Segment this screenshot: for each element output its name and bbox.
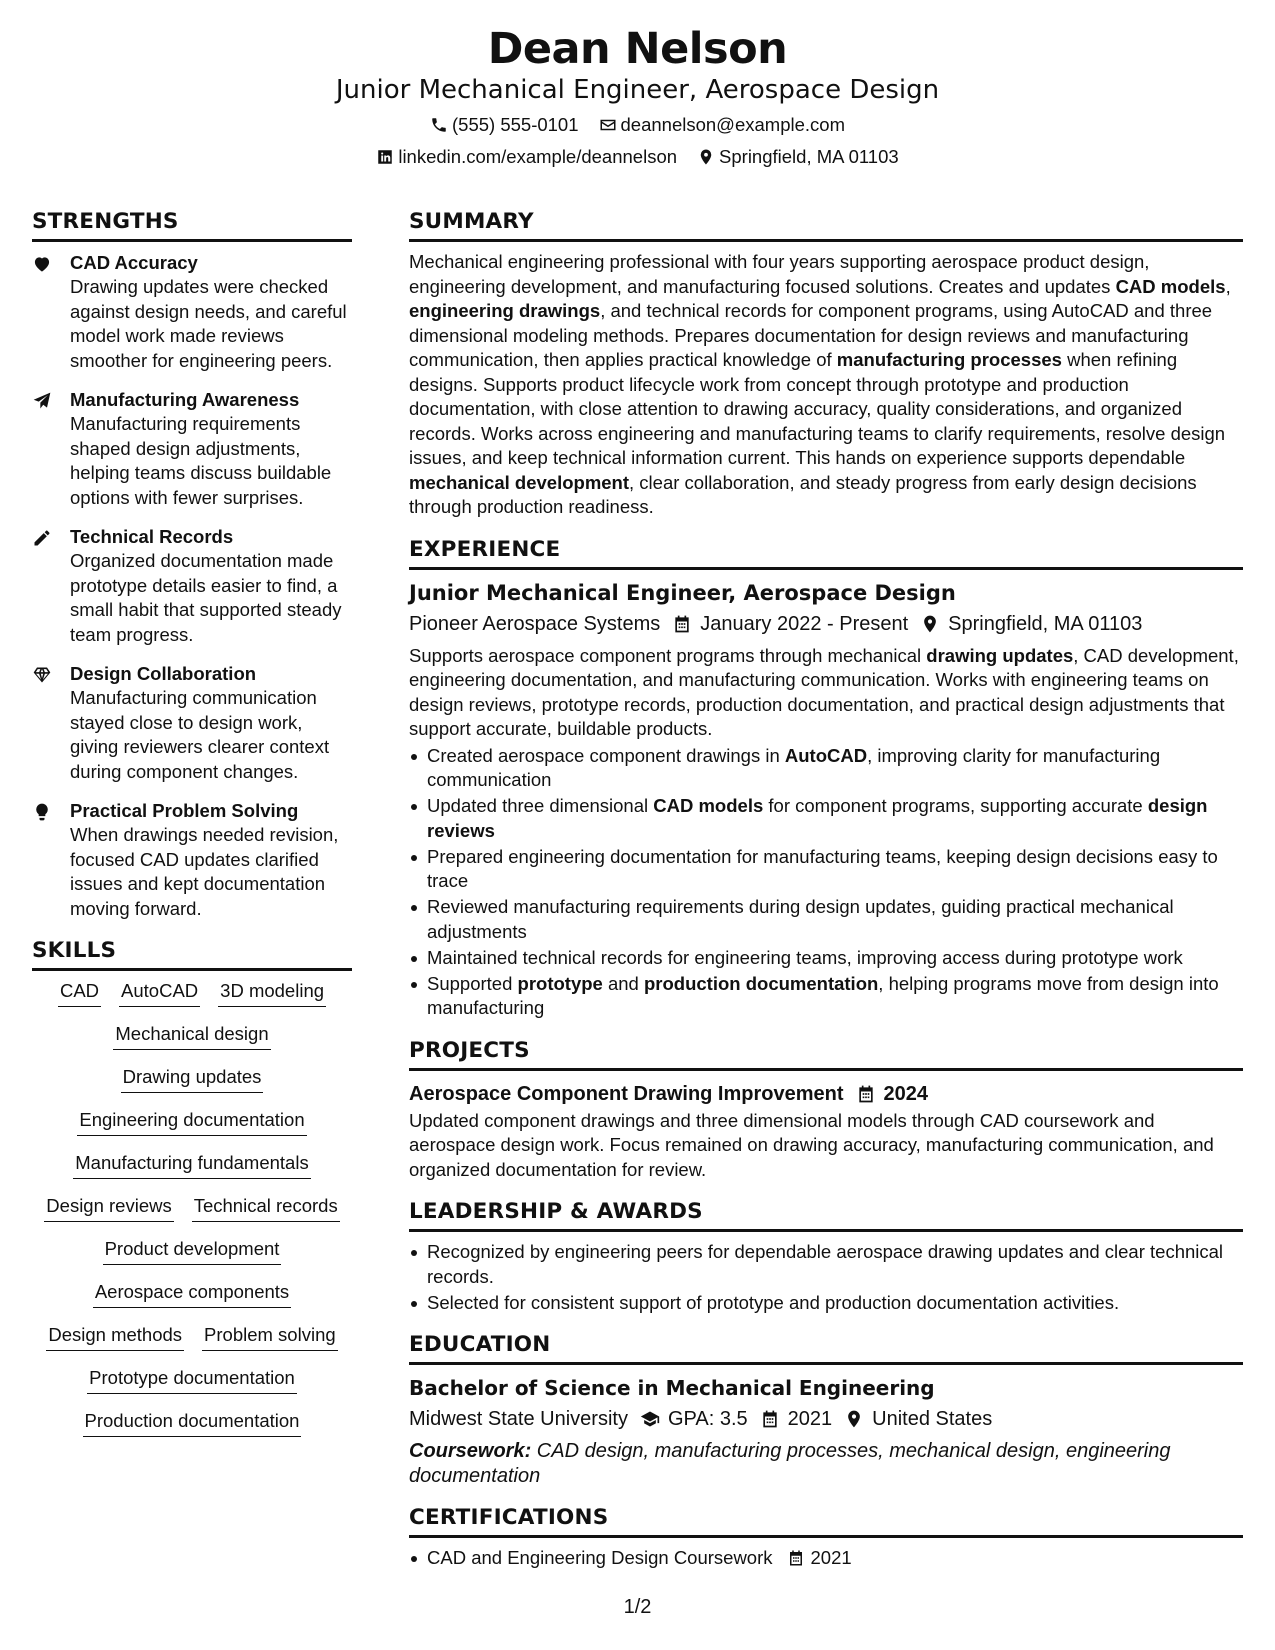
leadership-bullets bbox=[409, 1240, 1243, 1315]
project-year-text: 2024 bbox=[883, 1082, 929, 1105]
text-run: , clear collaboration, and steady progress from early design decisions through production readiness. bbox=[409, 471, 1197, 517]
strength-item bbox=[32, 524, 352, 647]
skill-tag: 3D modeling bbox=[218, 979, 326, 1007]
coursework-text: CAD design, manufacturing processes, mechanical design, engineering documentation bbox=[409, 1440, 1171, 1487]
text-run: , and technical records for component programs, using AutoCAD and three dimensional modeling methods. Prepares documentation for design reviews and manufacturing communication, then applies practical knowledge of bbox=[409, 300, 1213, 370]
job-bullet bbox=[409, 744, 1243, 793]
text-run: Supports aerospace component programs through mechanical bbox=[409, 644, 927, 666]
skill-tag: Mechanical design bbox=[113, 1022, 270, 1050]
school-name: Midwest State University bbox=[409, 1408, 628, 1430]
strength-body bbox=[70, 524, 352, 647]
calendar-icon bbox=[787, 1549, 805, 1567]
strength-description: Organized documentation made prototype details easier to find, a small habit that supported steady team progress. bbox=[70, 550, 342, 645]
heart-icon bbox=[32, 254, 52, 274]
certification-row bbox=[427, 1546, 1243, 1571]
diamond-icon bbox=[32, 665, 52, 685]
text-run: and bbox=[602, 972, 644, 994]
company-name: Pioneer Aerospace Systems bbox=[409, 612, 661, 635]
job-location bbox=[920, 608, 1142, 640]
job-dates bbox=[672, 608, 908, 640]
education-entry bbox=[409, 1373, 1243, 1488]
education-heading: EDUCATION bbox=[409, 1329, 1243, 1365]
text-run: , CAD development, engineering documentation, and manufacturing communication. Works with engineering teams on design reviews, prototype records, production documentation, and practical design adjustments that support accurate, buildable products. bbox=[409, 644, 1239, 739]
job-description bbox=[409, 644, 1243, 742]
strength-title: Practical Problem Solving bbox=[70, 800, 299, 821]
bold-text: manufacturing processes bbox=[836, 349, 1062, 370]
bold-text: prototype bbox=[517, 972, 603, 994]
bold-text: AutoCAD bbox=[784, 744, 868, 766]
project-year bbox=[856, 1079, 929, 1109]
skill-row bbox=[32, 1022, 352, 1050]
job-bullet bbox=[409, 946, 1243, 971]
skill-tag: CAD bbox=[58, 979, 101, 1007]
map-pin-icon bbox=[920, 614, 940, 634]
skill-tag: AutoCAD bbox=[119, 979, 200, 1007]
certification-item bbox=[409, 1546, 1243, 1571]
skill-tag: Production documentation bbox=[83, 1409, 302, 1437]
contact-linkedin[interactable] bbox=[376, 142, 677, 172]
strength-icon-wrap bbox=[32, 387, 70, 510]
projects-heading: PROJECTS bbox=[409, 1035, 1243, 1071]
job-bullet bbox=[409, 895, 1243, 944]
experience-entry bbox=[409, 578, 1243, 1021]
strength-item bbox=[32, 798, 352, 921]
text-run: Updated three dimensional bbox=[427, 795, 654, 816]
bold-text: CAD models bbox=[1115, 275, 1226, 297]
left-column bbox=[32, 206, 352, 1452]
bold-text: CAD models bbox=[653, 795, 764, 816]
strength-item bbox=[32, 250, 352, 373]
leadership-heading: LEADERSHIP & AWARDS bbox=[409, 1196, 1243, 1232]
phone-text: (555) 555-0101 bbox=[452, 114, 579, 135]
lightbulb-icon bbox=[32, 802, 52, 822]
bold-text: production documentation bbox=[643, 972, 879, 994]
map-pin-icon bbox=[697, 148, 715, 166]
strength-body bbox=[70, 250, 352, 373]
strength-icon-wrap bbox=[32, 661, 70, 784]
pencil-icon bbox=[32, 528, 52, 548]
job-bullet bbox=[409, 845, 1243, 894]
strength-description: Drawing updates were checked against design needs, and careful model work made reviews smoother for engineering peers. bbox=[70, 276, 347, 371]
skill-row bbox=[32, 1237, 352, 1265]
education-year bbox=[760, 1403, 833, 1435]
contact-phone bbox=[430, 110, 579, 140]
strength-item bbox=[32, 661, 352, 784]
certification-year: 2021 bbox=[810, 1547, 852, 1568]
email-text[interactable]: deannelson@example.com bbox=[620, 114, 845, 135]
text-run: , bbox=[1225, 275, 1231, 297]
paper-plane-icon bbox=[32, 391, 52, 411]
text-run: Maintained technical records for engineering teams, improving access during prototype work bbox=[427, 946, 1183, 968]
strength-item bbox=[32, 387, 352, 510]
skill-tag: Technical records bbox=[192, 1194, 340, 1222]
bold-text: mechanical development bbox=[409, 471, 630, 493]
right-column bbox=[409, 206, 1243, 1572]
skill-tag: Aerospace components bbox=[93, 1280, 291, 1308]
skill-row bbox=[32, 1323, 352, 1351]
strength-title: Technical Records bbox=[70, 526, 234, 547]
contact-row-1 bbox=[0, 110, 1275, 140]
leadership-bullet: Selected for consistent support of prototype and production documentation activities. bbox=[409, 1291, 1243, 1316]
coursework bbox=[409, 1439, 1243, 1488]
skills-heading: SKILLS bbox=[32, 935, 352, 971]
strength-title: Design Collaboration bbox=[70, 663, 257, 684]
skill-row bbox=[32, 1065, 352, 1093]
text-run: for component programs, supporting accurate bbox=[763, 795, 1148, 816]
skill-tag: Design reviews bbox=[44, 1194, 173, 1222]
summary-text bbox=[409, 250, 1243, 520]
candidate-name: Dean Nelson bbox=[487, 24, 788, 74]
job-title: Junior Mechanical Engineer, Aerospace Design bbox=[409, 580, 956, 605]
bold-text: engineering drawings bbox=[409, 300, 601, 321]
education-location-text: United States bbox=[872, 1408, 993, 1430]
text-run: Created aerospace component drawings in bbox=[427, 744, 785, 766]
strength-title: CAD Accuracy bbox=[70, 252, 198, 273]
phone-icon bbox=[430, 116, 448, 134]
strength-icon-wrap bbox=[32, 524, 70, 647]
strength-description: Manufacturing requirements shaped design adjustments, helping teams discuss buildable options with fewer surprises. bbox=[70, 413, 332, 508]
page-number: 1/2 bbox=[623, 1596, 652, 1618]
job-bullets bbox=[409, 744, 1243, 1021]
resume-header bbox=[0, 22, 1275, 172]
strength-description: When drawings needed revision, focused CAD updates clarified issues and kept documentation moving forward. bbox=[70, 824, 339, 919]
experience-heading: EXPERIENCE bbox=[409, 534, 1243, 570]
skill-tag: Problem solving bbox=[202, 1323, 338, 1351]
bold-text: design reviews bbox=[427, 795, 1208, 841]
education-meta bbox=[409, 1403, 1243, 1435]
strength-title: Manufacturing Awareness bbox=[70, 389, 300, 410]
skill-tag: Prototype documentation bbox=[87, 1366, 297, 1394]
skill-row bbox=[32, 1151, 352, 1179]
gpa-text: GPA: 3.5 bbox=[667, 1408, 748, 1430]
skill-row bbox=[32, 1194, 352, 1222]
text-run: Prepared engineering documentation for manufacturing teams, keeping design decisions easy to trace bbox=[427, 845, 1218, 891]
skill-row bbox=[32, 1280, 352, 1308]
skill-tag: Manufacturing fundamentals bbox=[73, 1151, 310, 1179]
job-location-text: Springfield, MA 01103 bbox=[948, 612, 1143, 635]
strengths-list bbox=[32, 250, 352, 921]
strength-description: Manufacturing communication stayed close to design work, giving reviewers clearer context during component changes. bbox=[70, 687, 330, 782]
certifications-heading: CERTIFICATIONS bbox=[409, 1502, 1243, 1538]
job-bullet bbox=[409, 972, 1243, 1021]
skill-row bbox=[32, 1108, 352, 1136]
strength-body bbox=[70, 798, 352, 921]
skills-list bbox=[32, 979, 352, 1437]
text-run: , improving clarity for manufacturing communication bbox=[427, 744, 1161, 790]
degree: Bachelor of Science in Mechanical Engineering bbox=[409, 1376, 935, 1400]
skill-tag: Product development bbox=[103, 1237, 282, 1265]
text-run: Reviewed manufacturing requirements during design updates, guiding practical mechanical adjustments bbox=[427, 896, 1174, 942]
contact-location bbox=[697, 142, 899, 172]
strengths-heading: STRENGTHS bbox=[32, 206, 352, 242]
location-text: Springfield, MA 01103 bbox=[719, 146, 899, 167]
strength-body bbox=[70, 387, 352, 510]
contact-email[interactable] bbox=[599, 110, 845, 140]
job-dates-text: January 2022 - Present bbox=[700, 612, 909, 635]
education-year-text: 2021 bbox=[787, 1408, 833, 1430]
skill-tag: Drawing updates bbox=[121, 1065, 264, 1093]
project-title: Aerospace Component Drawing Improvement bbox=[409, 1082, 844, 1105]
strength-body bbox=[70, 661, 352, 784]
text-run: when refining designs. Supports product lifecycle work from concept through prototype and production documentation, with close attention to drawing accuracy, quality considerations, and organized records. Works across engineering and manufacturing teams to clarify requirements, resolve design issues, and keep technical information current. This hands on experience supports dependable bbox=[409, 349, 1226, 468]
strength-icon-wrap bbox=[32, 250, 70, 373]
linkedin-icon bbox=[376, 148, 394, 166]
skill-tag: Engineering documentation bbox=[77, 1108, 306, 1136]
text-run: Mechanical engineering professional with four years supporting aerospace product design, engineering development, and manufacturing focused solutions. Creates and updates bbox=[409, 251, 1150, 297]
strength-icon-wrap bbox=[32, 798, 70, 921]
job-meta bbox=[409, 608, 1243, 640]
certifications-list bbox=[409, 1546, 1243, 1571]
project-description: Updated component drawings and three dimensional models through CAD coursework and aerospace design work. Focus remained on drawing accuracy, manufacturing communication, and organized documentation for review. bbox=[409, 1109, 1214, 1180]
skill-row bbox=[32, 1409, 352, 1437]
education-location bbox=[844, 1403, 992, 1435]
skill-row bbox=[32, 1366, 352, 1394]
project-entry bbox=[409, 1079, 1243, 1183]
contact-row-2 bbox=[0, 142, 1275, 172]
gpa bbox=[640, 1403, 748, 1435]
candidate-title: Junior Mechanical Engineer, Aerospace Design bbox=[335, 75, 940, 105]
certification-name: CAD and Engineering Design Coursework bbox=[427, 1547, 773, 1568]
calendar-icon bbox=[760, 1409, 780, 1429]
envelope-icon bbox=[599, 116, 617, 134]
skill-row bbox=[32, 979, 352, 1007]
text-run: , helping programs move from design into manufacturing bbox=[427, 972, 1219, 1018]
bold-text: drawing updates bbox=[926, 644, 1074, 666]
graduation-cap-icon bbox=[640, 1409, 660, 1429]
skill-tag: Design methods bbox=[46, 1323, 184, 1351]
map-pin-icon bbox=[844, 1409, 864, 1429]
coursework-label: Coursework: bbox=[409, 1440, 532, 1462]
job-bullet bbox=[409, 794, 1243, 843]
text-run: Supported bbox=[427, 972, 518, 994]
calendar-icon bbox=[672, 614, 692, 634]
linkedin-text[interactable]: linkedin.com/example/deannelson bbox=[398, 146, 678, 167]
leadership-bullet: Recognized by engineering peers for dependable aerospace drawing updates and clear technical records. bbox=[409, 1240, 1243, 1289]
summary-heading: SUMMARY bbox=[409, 206, 1243, 242]
calendar-icon bbox=[856, 1084, 876, 1104]
project-header bbox=[409, 1079, 1243, 1109]
